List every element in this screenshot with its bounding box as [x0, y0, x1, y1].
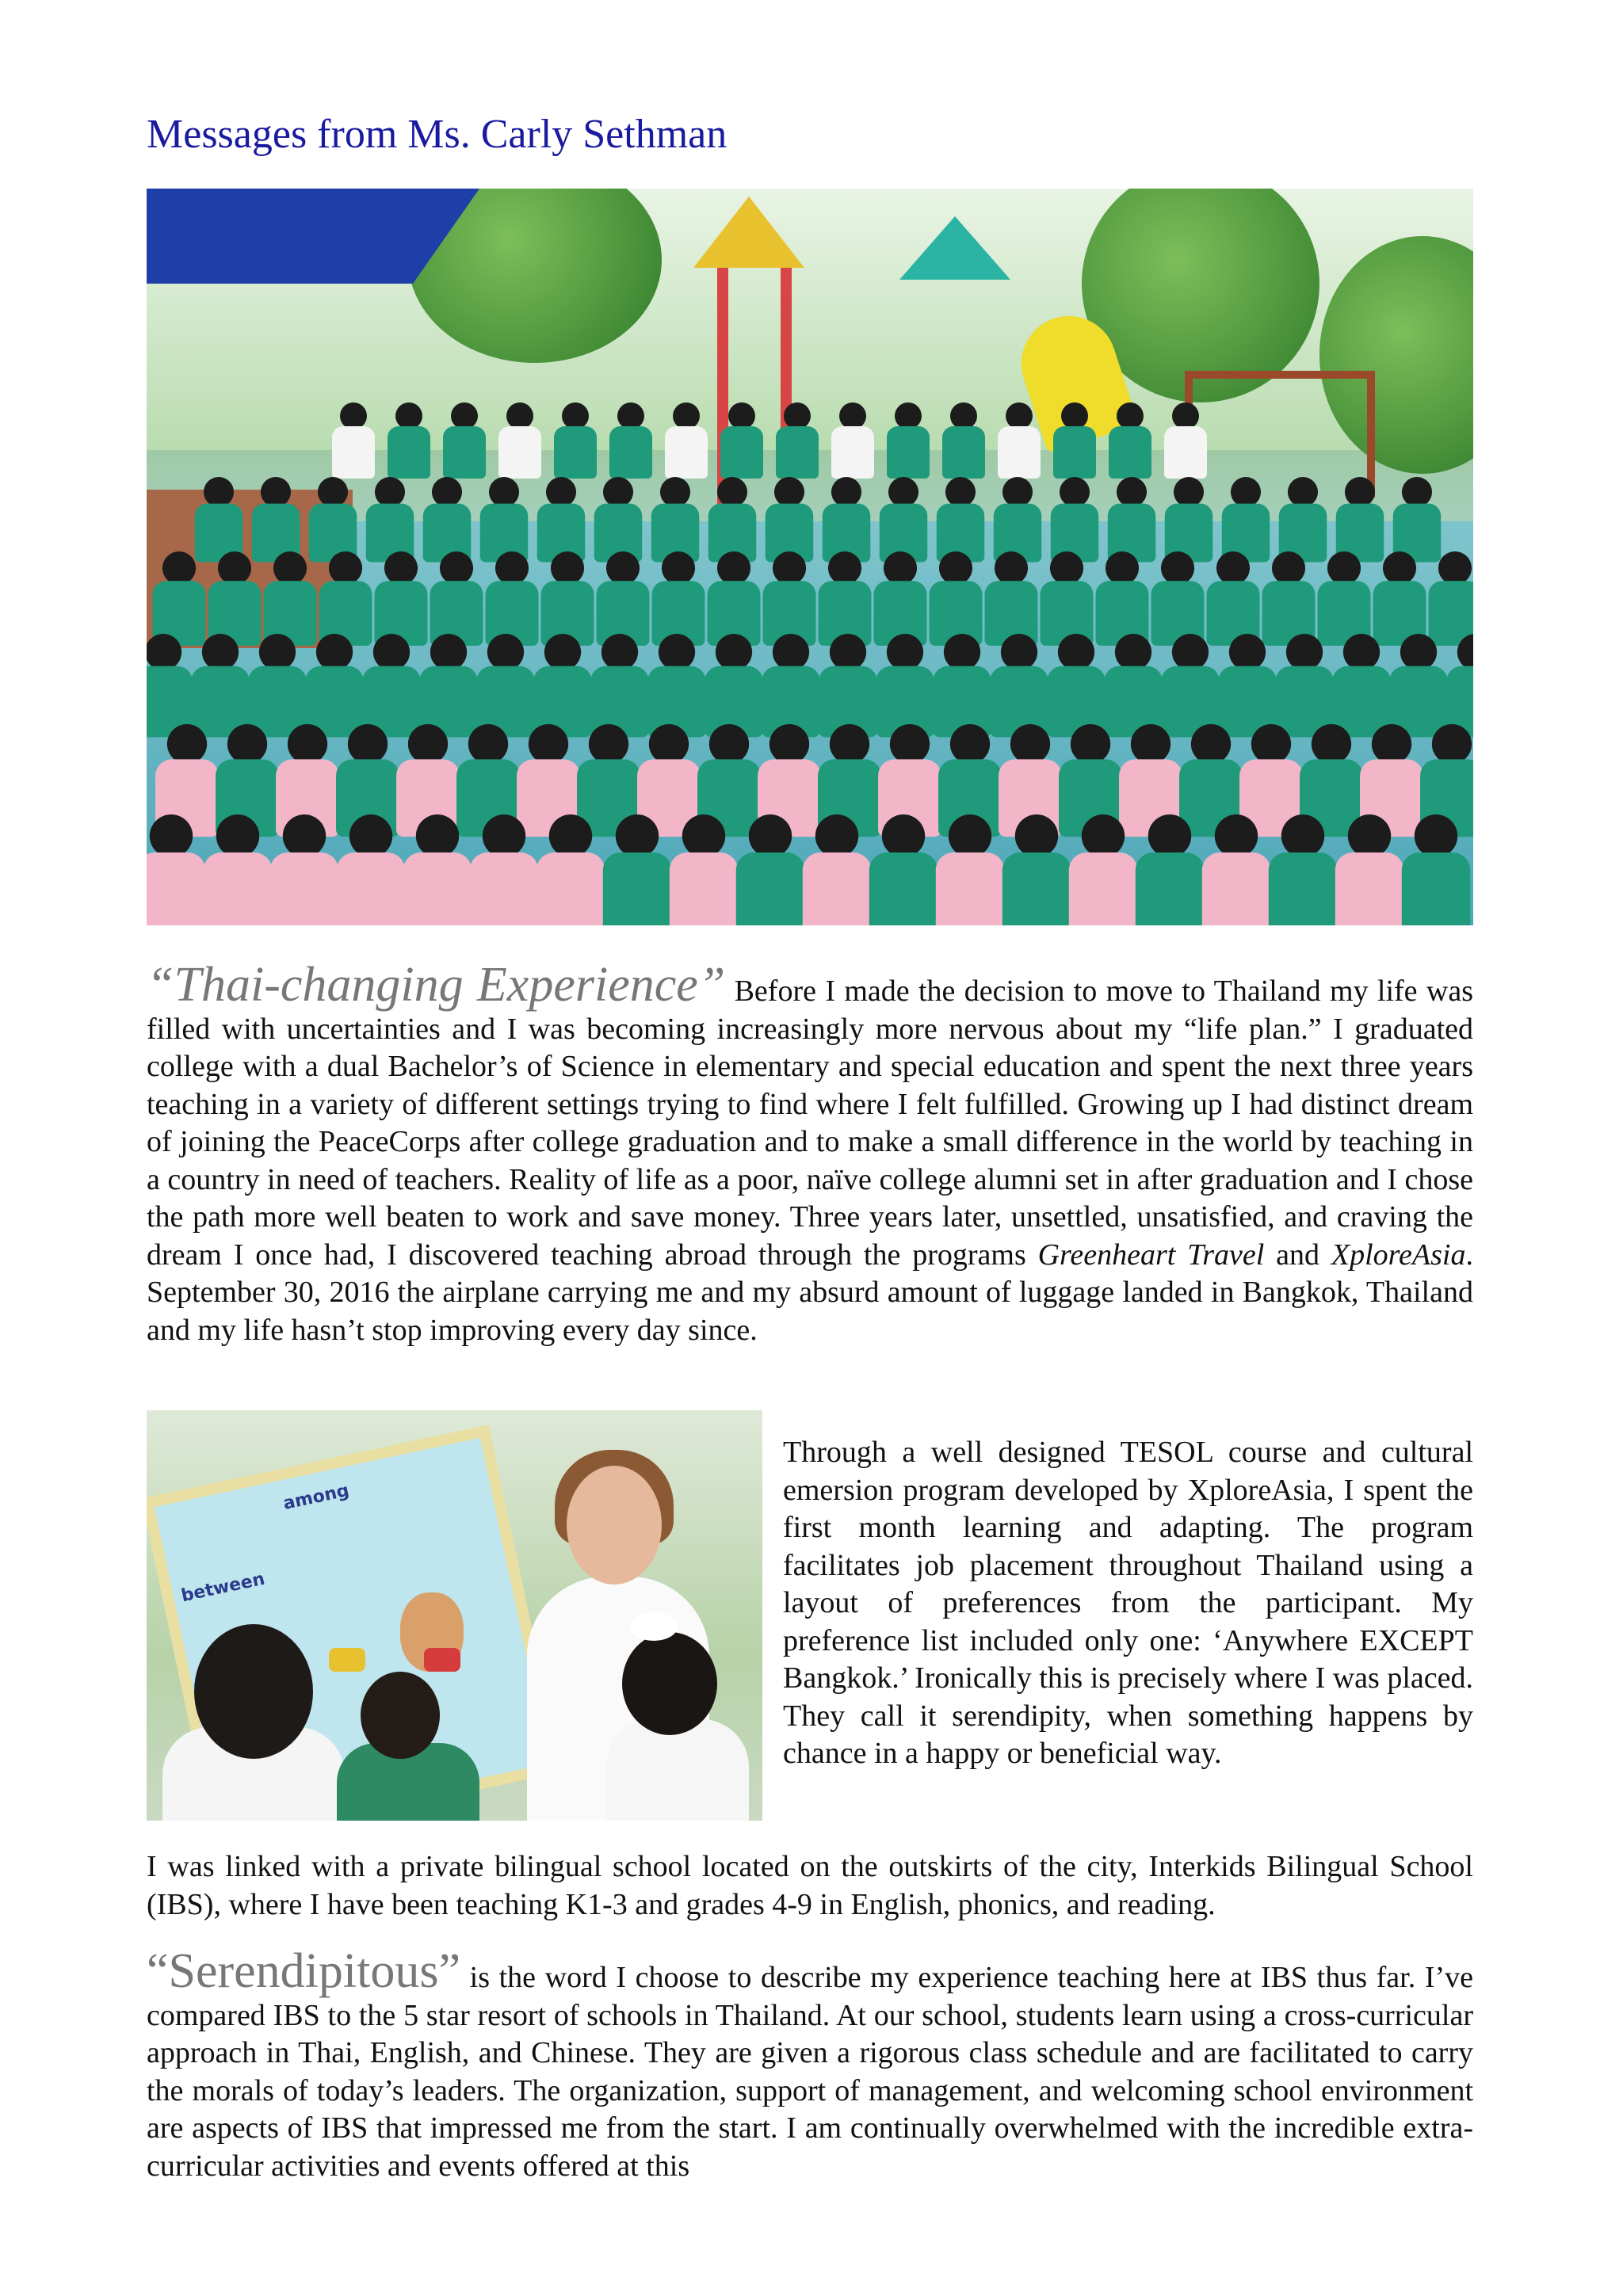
figure-head: [1383, 551, 1416, 585]
intro-paragraph: [147, 958, 1473, 1349]
figure-uniform: [609, 426, 652, 479]
figure-uniform: [831, 426, 874, 479]
figure-head: [1343, 634, 1380, 670]
adult-figure: [495, 402, 544, 482]
figure-head: [769, 724, 809, 764]
figure-uniform: [670, 852, 738, 925]
adult-figure: [1161, 402, 1210, 482]
child-figure: [551, 402, 600, 482]
figure-head: [202, 634, 239, 670]
figure-head: [1172, 402, 1199, 429]
figure-head: [1191, 724, 1231, 764]
figure-uniform: [147, 852, 205, 925]
figure-head: [784, 402, 811, 429]
figure-head: [1117, 402, 1144, 429]
figure-head: [1006, 402, 1033, 429]
figure-head: [601, 634, 638, 670]
figure-uniform: [1109, 426, 1151, 479]
figure-head: [283, 814, 326, 857]
figure-uniform: [1269, 852, 1337, 925]
figure-head: [1215, 814, 1258, 857]
figure-head: [950, 402, 977, 429]
figure-head: [440, 551, 473, 585]
figure-head: [950, 724, 990, 764]
child-figure: [773, 402, 822, 482]
figure-head: [773, 551, 806, 585]
serendipitous-paragraph: [147, 1944, 1473, 2185]
figure-head: [489, 477, 519, 507]
board-word-among: among: [281, 1481, 351, 1515]
figure-head: [395, 402, 422, 429]
figure-head: [949, 814, 991, 857]
figure-head: [839, 402, 866, 429]
figure-head: [895, 402, 922, 429]
figure-head: [273, 551, 307, 585]
toy-car: [424, 1648, 460, 1672]
figure-head: [828, 551, 861, 585]
intro-lead-quote: “Thai-changing Experience”: [147, 958, 726, 1012]
adult-figure: [828, 402, 877, 482]
school-paragraph: I was linked with a private bilingual school located on the outskirts of the city, Interkids Bilingual School (IBS), where I have been teaching K1-3 and grades 4-9 in English, phonics, and reading.: [147, 1850, 1473, 1921]
figure-head: [1082, 814, 1125, 857]
figure-head: [384, 551, 418, 585]
figure-head: [673, 402, 700, 429]
figure-head: [1272, 551, 1305, 585]
page-title: Messages from Ms. Carly Sethman: [147, 112, 727, 157]
child-figure: [1050, 402, 1099, 482]
figure-head: [882, 814, 925, 857]
teacher-face: [567, 1466, 662, 1585]
child-figure: [440, 402, 489, 482]
figure-head: [1161, 551, 1194, 585]
figure-head: [1015, 814, 1058, 857]
figure-head: [1372, 724, 1411, 764]
figure-uniform: [470, 852, 538, 925]
adult-figure: [995, 402, 1044, 482]
figure-head: [888, 477, 918, 507]
figure-uniform: [803, 852, 871, 925]
figure-head: [830, 724, 869, 764]
figure-head: [945, 477, 976, 507]
figure-head: [506, 402, 533, 429]
figure-head: [1106, 551, 1139, 585]
figure-head: [1231, 477, 1261, 507]
figure-head: [546, 477, 576, 507]
child-figure: [939, 402, 988, 482]
figure-head: [1348, 814, 1391, 857]
figure-head: [1402, 477, 1432, 507]
figure-head: [162, 551, 196, 585]
serendipitous-lead-quote: “Serendipitous”: [147, 1944, 461, 1998]
figure-uniform: [1164, 426, 1207, 479]
intro-and: and: [1264, 1238, 1331, 1272]
figure-head: [716, 634, 752, 670]
figure-head: [1286, 634, 1323, 670]
figure-head: [430, 634, 467, 670]
figure-uniform: [403, 852, 472, 925]
figure-head: [774, 477, 804, 507]
figure-head: [218, 551, 251, 585]
figure-head: [495, 551, 529, 585]
figure-uniform: [998, 426, 1041, 479]
figure-uniform: [665, 426, 708, 479]
intro-text: Before I made the decision to move to Thailand my life was filled with uncertainties and I was becoming increasingly more nervous about my “life plan.” I graduated college with a dual Bachelor’s of Science in elementary and special education and spent the next three years teaching in a variety of different settings trying to find where I felt fulfilled. Growing up I had distinct dream of joining the PeaceCorps after college graduation and to make a small difference in the world by teaching in a country in need of teachers. Reality of life as a poor, naïve college alumni set in after graduation and I chose the path more well beaten to work and save money. Three years later, unsettled, unsatisfied, and craving the dream I once had, I discovered teaching abroad through the programs: [147, 974, 1473, 1272]
figure-head: [259, 634, 296, 670]
figure-head: [884, 551, 917, 585]
figure-head: [562, 402, 589, 429]
student-head: [361, 1672, 440, 1759]
figure-head: [1010, 724, 1050, 764]
child-figure: [717, 402, 766, 482]
figure-head: [432, 477, 462, 507]
figure-uniform: [887, 426, 930, 479]
student-head: [194, 1624, 313, 1759]
figure-head: [147, 634, 181, 670]
figure-uniform: [1136, 852, 1204, 925]
figure-head: [749, 814, 792, 857]
figure-head: [318, 477, 348, 507]
figure-head: [1345, 477, 1375, 507]
figure-head: [529, 724, 568, 764]
figure-head: [1216, 551, 1250, 585]
figure-head: [1001, 634, 1037, 670]
figure-head: [408, 724, 448, 764]
figure-head: [717, 477, 747, 507]
figure-head: [939, 551, 972, 585]
figure-head: [1457, 634, 1473, 670]
figure-head: [544, 634, 581, 670]
board-word-between: between: [179, 1569, 267, 1607]
figure-head: [717, 551, 750, 585]
figure-head: [373, 634, 410, 670]
figure-head: [340, 402, 367, 429]
figure-head: [167, 724, 207, 764]
figure-uniform: [736, 852, 804, 925]
figure-head: [815, 814, 858, 857]
adult-figure: [662, 402, 711, 482]
figure-head: [549, 814, 592, 857]
toy-car: [329, 1648, 365, 1672]
adult-figure: [329, 402, 378, 482]
figure-head: [1415, 814, 1457, 857]
figure-head: [1174, 477, 1204, 507]
figure-uniform: [1053, 426, 1096, 479]
figure-head: [349, 814, 392, 857]
figure-head: [995, 551, 1028, 585]
figure-uniform: [204, 852, 272, 925]
figure-head: [1148, 814, 1191, 857]
figure-head: [890, 724, 930, 764]
figure-head: [1058, 634, 1094, 670]
figure-head: [1071, 724, 1110, 764]
figure-head: [1400, 634, 1437, 670]
classroom-photo: [147, 1410, 762, 1821]
figure-head: [1327, 551, 1361, 585]
figure-head: [649, 724, 689, 764]
figure-head: [1002, 477, 1033, 507]
figure-uniform: [1069, 852, 1137, 925]
child-figure: [884, 402, 933, 482]
figure-head: [1312, 724, 1351, 764]
hair-bow: [630, 1612, 678, 1641]
figure-head: [416, 814, 459, 857]
figure-uniform: [776, 426, 819, 479]
student-head: [622, 1632, 717, 1735]
figure-head: [682, 814, 725, 857]
figure-head: [261, 477, 291, 507]
figure-uniform: [869, 852, 938, 925]
figure-uniform: [337, 852, 405, 925]
group-photo: [147, 189, 1473, 925]
figure-head: [773, 634, 809, 670]
figure-uniform: [720, 426, 763, 479]
figure-head: [1172, 634, 1209, 670]
figure-head: [709, 724, 749, 764]
figure-uniform: [554, 426, 597, 479]
figure-head: [1061, 402, 1088, 429]
child-figure: [384, 402, 433, 482]
figure-head: [468, 724, 508, 764]
figure-head: [589, 724, 628, 764]
child-figure: [1106, 402, 1155, 482]
figure-head: [1117, 477, 1147, 507]
tesol-paragraph: Through a well designed TESOL course and cultural emersion program developed by XploreAsia, I spent the first month learning and adapting. The program facilitates job placement throughout Thailand using a layout of preferences from the participant. My preference list included only one: ‘Anywhere EXCEPT Bangkok.’ Ironically this is precisely where I was placed. They call it serendipity, when something happens by chance in a happy or beneficial way.: [783, 1436, 1473, 1770]
figure-uniform: [1402, 852, 1470, 925]
figure-head: [617, 402, 644, 429]
serendipitous-text: is the word I choose to describe my experience teaching here at IBS thus far. I’ve compared IBS to the 5 star resort of schools in Thailand. At our school, students learn using a cross-curricular approach in Thai, English, and Chinese. They are given a rigorous class schedule and are facilitated to carry the morals of today’s leaders. The organization, support of management, and welcoming school environment are aspects of IBS that impressed me from the start. I am continually overwhelmed with the incredible extra-curricular activities and events offered at this: [147, 1961, 1473, 2183]
program-greenheart: Greenheart Travel: [1037, 1238, 1265, 1272]
figure-head: [150, 814, 193, 857]
figure-head: [483, 814, 525, 857]
figure-head: [1060, 477, 1090, 507]
figure-head: [348, 724, 388, 764]
figure-head: [659, 634, 695, 670]
figure-uniform: [498, 426, 541, 479]
figure-uniform: [936, 852, 1004, 925]
figure-head: [551, 551, 584, 585]
figure-uniform: [942, 426, 985, 479]
figure-head: [728, 402, 755, 429]
figure-uniform: [537, 852, 605, 925]
figure-uniform: [332, 426, 375, 479]
figure-head: [1229, 634, 1266, 670]
figure-head: [1131, 724, 1170, 764]
figure-uniform: [1202, 852, 1270, 925]
figure-head: [1115, 634, 1151, 670]
figure-head: [1438, 551, 1472, 585]
intro-text-end: . September 30, 2016 the airplane carrying me and my absurd amount of luggage landed in Bangkok, Thailand and my life hasn’t stop improving every day since.: [147, 1238, 1473, 1347]
figure-head: [487, 634, 524, 670]
figure-uniform: [1335, 852, 1403, 925]
figure-head: [1251, 724, 1291, 764]
figure-uniform: [1002, 852, 1071, 925]
figure-uniform: [443, 426, 486, 479]
figure-head: [1281, 814, 1324, 857]
program-xploreasia: XploreAsia: [1331, 1238, 1466, 1272]
student: [606, 1719, 749, 1821]
figure-head: [831, 477, 861, 507]
figure-head: [606, 551, 640, 585]
figure-head: [329, 551, 362, 585]
figure-head: [316, 634, 353, 670]
figure-head: [662, 551, 695, 585]
figure-head: [288, 724, 327, 764]
figure-head: [1432, 724, 1472, 764]
figure-head: [375, 477, 405, 507]
figure-head: [204, 477, 234, 507]
child-figure: [1396, 814, 1473, 925]
figure-head: [944, 634, 980, 670]
figure-head: [830, 634, 866, 670]
figure-uniform: [388, 426, 430, 479]
figure-head: [660, 477, 690, 507]
figure-head: [1050, 551, 1083, 585]
figure-head: [603, 477, 633, 507]
figure-uniform: [270, 852, 338, 925]
figure-head: [1288, 477, 1318, 507]
figure-head: [616, 814, 659, 857]
figure-uniform: [603, 852, 671, 925]
child-figure: [606, 402, 655, 482]
figure-head: [451, 402, 478, 429]
figure-head: [887, 634, 923, 670]
figure-head: [216, 814, 259, 857]
figure-head: [227, 724, 267, 764]
